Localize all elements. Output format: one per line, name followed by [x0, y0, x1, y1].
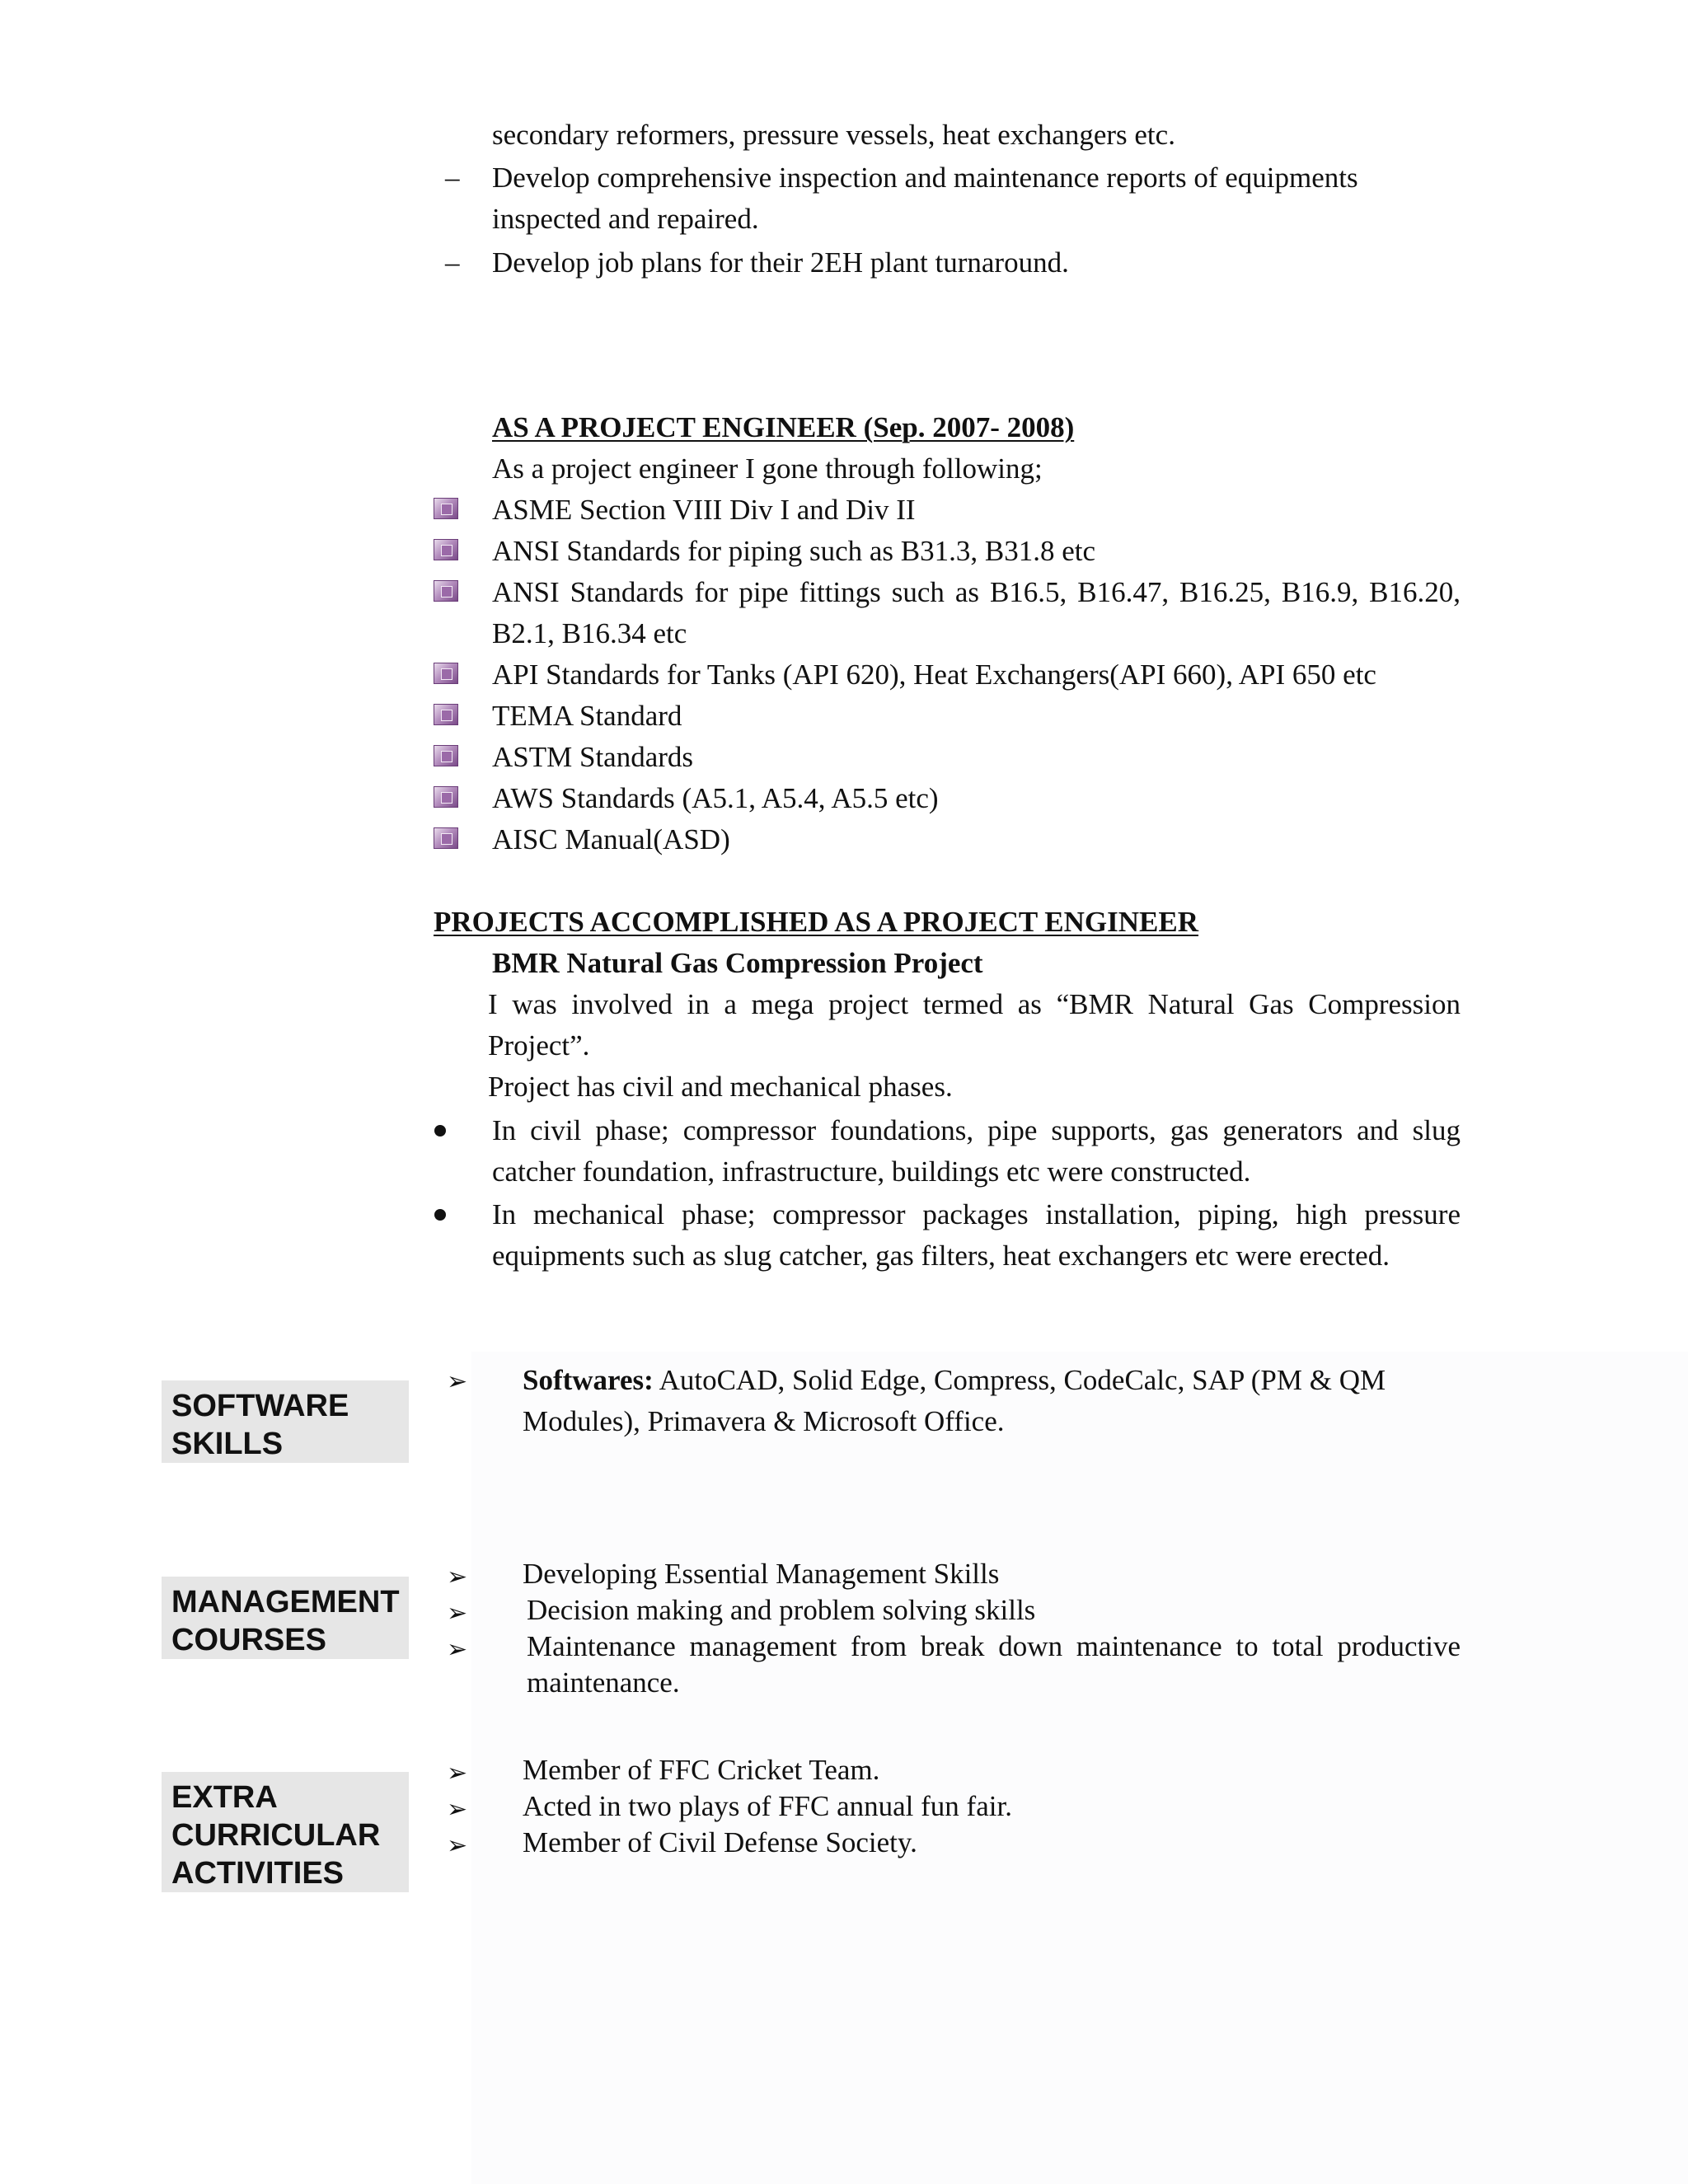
label-line: COURSES: [171, 1623, 326, 1657]
section-heading: PROJECTS ACCOMPLISHED AS A PROJECT ENGINEER: [434, 906, 1199, 938]
project-phases: Project has civil and mechanical phases.: [488, 1071, 953, 1103]
arrow-bullet-icon: ➢: [447, 1563, 468, 1591]
label-line: SOFTWARE: [171, 1389, 349, 1423]
label-line: ACTIVITIES: [171, 1856, 345, 1891]
dash-bullet: –: [445, 162, 460, 194]
list-item: ASME Section VIII Div I and Div II: [492, 494, 916, 526]
list-item: ASTM Standards: [492, 741, 694, 773]
label-line: SKILLS: [171, 1427, 284, 1461]
project-title: BMR Natural Gas Compression Project: [492, 947, 983, 979]
list-item: TEMA Standard: [492, 700, 682, 732]
course-item: Decision making and problem solving skills: [527, 1594, 1036, 1626]
bullet-text: Develop job plans for their 2EH plant turnaround.: [492, 246, 1069, 279]
square-bullet-icon: [434, 580, 458, 602]
software-prefix: Softwares:: [523, 1364, 654, 1396]
activity-item: Member of Civil Defense Society.: [523, 1826, 917, 1858]
continuation-text: secondary reformers, pressure vessels, heat exchangers etc.: [492, 119, 1175, 151]
bullet-dot-icon: [434, 1209, 446, 1221]
phase-bullet: In mechanical phase; compressor packages installation, piping, high pressure equipments such as slug catcher, gas filters, heat exchangers etc were erected.: [492, 1198, 1461, 1272]
label-line: CURRICULAR: [171, 1818, 381, 1853]
square-bullet-icon: [434, 745, 458, 766]
list-item: ANSI Standards for pipe fittings such as B16.5, B16.47, B16.25, B16.9, B16.20, B2.1, B16.34 etc: [492, 576, 1461, 649]
arrow-bullet-icon: ➢: [447, 1831, 468, 1860]
square-bullet-icon: [434, 786, 458, 808]
dash-bullet: –: [445, 246, 460, 279]
software-text: [523, 1360, 1461, 1442]
activity-item: Member of FFC Cricket Team.: [523, 1754, 880, 1786]
square-bullet-icon: [434, 663, 458, 684]
list-item: API Standards for Tanks (API 620), Heat Exchangers(API 660), API 650 etc: [492, 658, 1376, 691]
square-bullet-icon: [434, 498, 458, 519]
arrow-bullet-icon: ➢: [447, 1599, 468, 1628]
list-item: AISC Manual(ASD): [492, 823, 730, 855]
list-item: AWS Standards (A5.1, A5.4, A5.5 etc): [492, 782, 939, 814]
arrow-bullet-icon: ➢: [447, 1795, 468, 1824]
arrow-bullet-icon: ➢: [447, 1759, 468, 1788]
arrow-bullet-icon: ➢: [447, 1367, 468, 1396]
list-item: ANSI Standards for piping such as B31.3, B31.8 etc: [492, 535, 1096, 567]
bullet-dot-icon: [434, 1125, 446, 1137]
software-list: AutoCAD, Solid Edge, Compress, CodeCalc, SAP (PM & QM Modules), Primavera & Microsoft Office.: [523, 1364, 1386, 1437]
label-line: MANAGEMENT: [171, 1585, 400, 1619]
arrow-bullet-icon: ➢: [447, 1635, 468, 1664]
management-courses-label: [162, 1577, 409, 1659]
intro-text: As a project engineer I gone through following;: [492, 452, 1043, 485]
label-line: EXTRA: [171, 1780, 278, 1815]
square-bullet-icon: [434, 539, 458, 560]
extra-curricular-label: [162, 1772, 409, 1892]
square-bullet-icon: [434, 827, 458, 849]
activity-item: Acted in two plays of FFC annual fun fair.: [523, 1790, 1012, 1822]
course-item: Maintenance management from break down maintenance to total productive maintenance.: [527, 1630, 1461, 1699]
section-heading: AS A PROJECT ENGINEER (Sep. 2007- 2008): [492, 411, 1075, 443]
phase-bullet: In civil phase; compressor foundations, pipe supports, gas generators and slug catcher foundation, infrastructure, buildings etc were constructed.: [492, 1114, 1461, 1188]
software-skills-label: [162, 1380, 409, 1463]
course-item: Developing Essential Management Skills: [523, 1558, 1000, 1590]
project-description: I was involved in a mega project termed as “BMR Natural Gas Compression Project”.: [488, 988, 1461, 1062]
square-bullet-icon: [434, 704, 458, 725]
bullet-text: Develop comprehensive inspection and maintenance reports of equipments inspected and repaired.: [492, 162, 1358, 235]
